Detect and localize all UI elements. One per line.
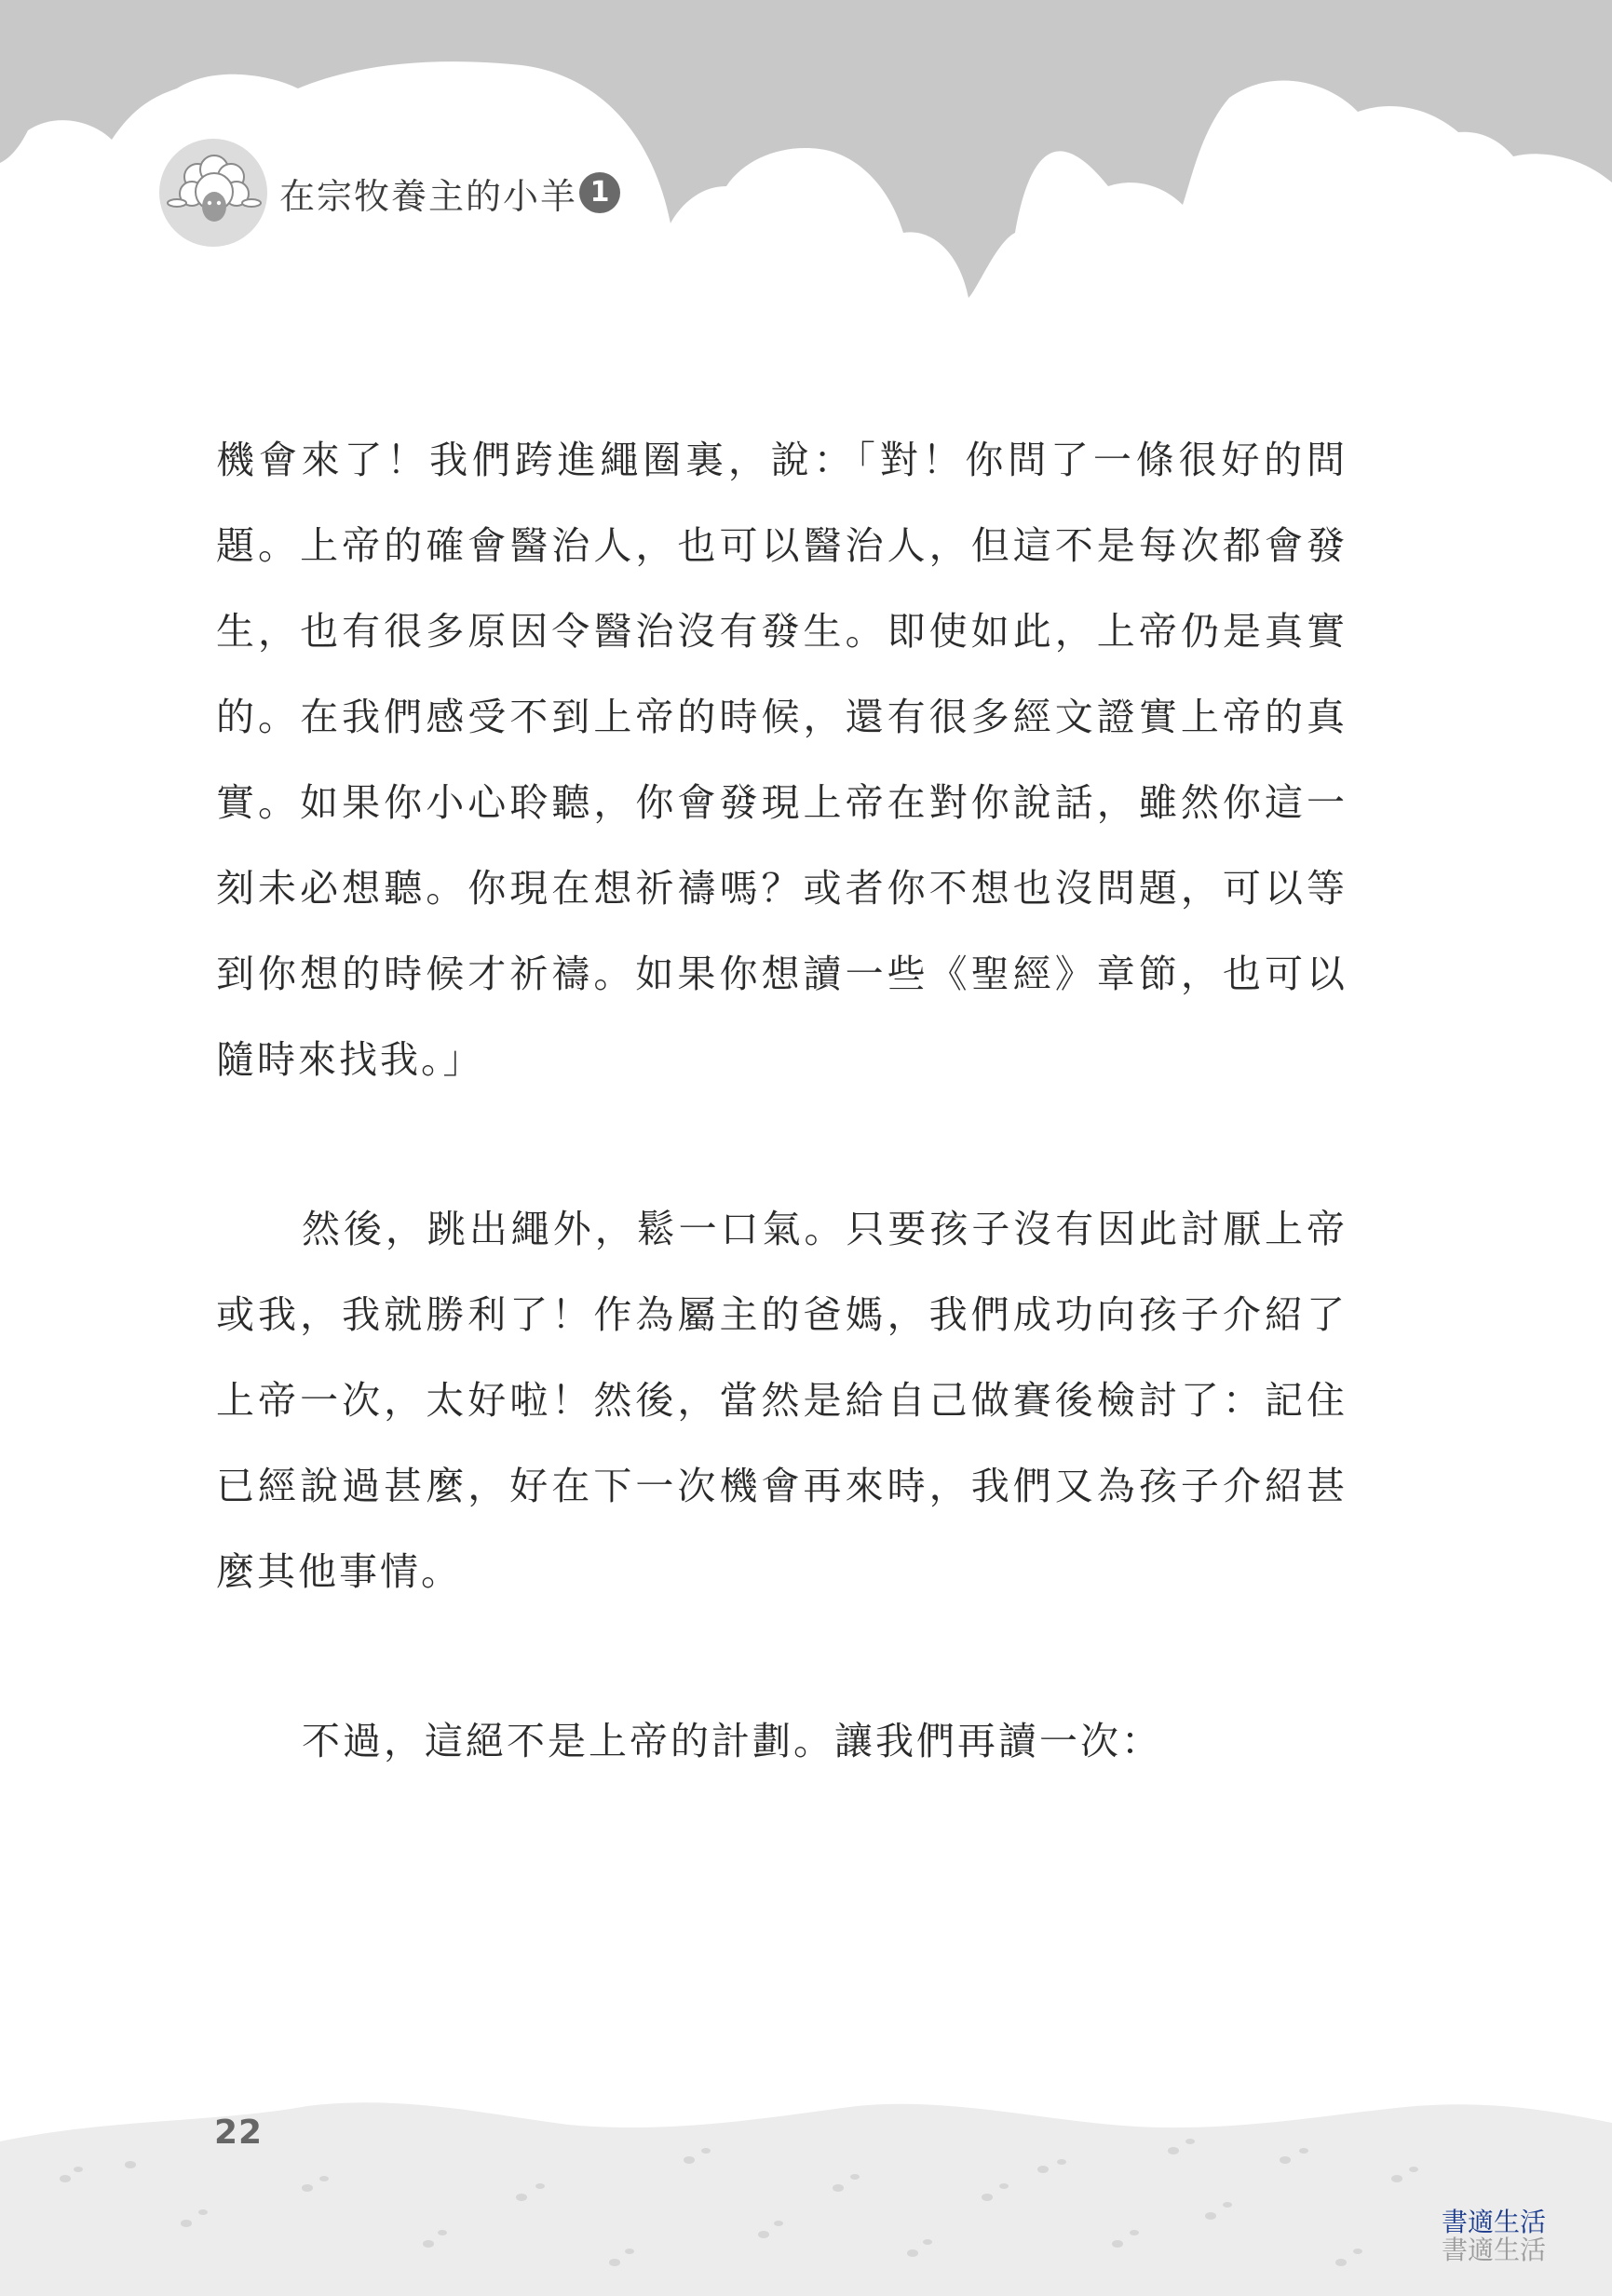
paragraph-1: 機會來了！我們跨進繩圈裏，說：「對！你問了一條很好的問題。上帝的確會醫治人，也可以醫治人，但這不是每次都會發生，也有很多原因令醫治沒有發生。即使如此，上帝仍是真實的。在我們感受不到上帝的時候，還有很多經文證實上帝的真實。如果你小心聆聽，你會發現上帝在對你說話，雖然你這一刻未必想聽。你現在想祈禱嗎？或者你不想也沒問題，可以等到你想的時候才祈禱。如果你想讀一些《聖經》章節，也可以隨時來找我。」 bbox=[216, 438, 1348, 1082]
body-content bbox=[216, 417, 1348, 1784]
sheep-logo-icon bbox=[158, 138, 268, 248]
publisher-name-echo: 書適生活 bbox=[1442, 2235, 1547, 2265]
book-title: 在宗牧養主的小羊 bbox=[279, 176, 578, 217]
page-number: 22 bbox=[214, 2114, 264, 2152]
volume-badge: 1 bbox=[579, 172, 620, 213]
publisher-name: 書適生活 bbox=[1442, 2207, 1547, 2237]
paragraph-3: 不過，這絕不是上帝的計劃。讓我們再讀一次： bbox=[302, 1719, 1162, 1763]
publisher-watermark bbox=[1442, 2208, 1546, 2264]
paragraph-2: 然後，跳出繩外，鬆一口氣。只要孩子沒有因此討厭上帝或我，我就勝利了！作為屬主的爸媽，我們成功向孩子介紹了上帝一次，太好啦！然後，當然是給自己做賽後檢討了：記住已經說過甚麼，好在下一次機會再來時，我們又為孩子介紹甚麼其他事情。 bbox=[216, 1207, 1348, 1594]
